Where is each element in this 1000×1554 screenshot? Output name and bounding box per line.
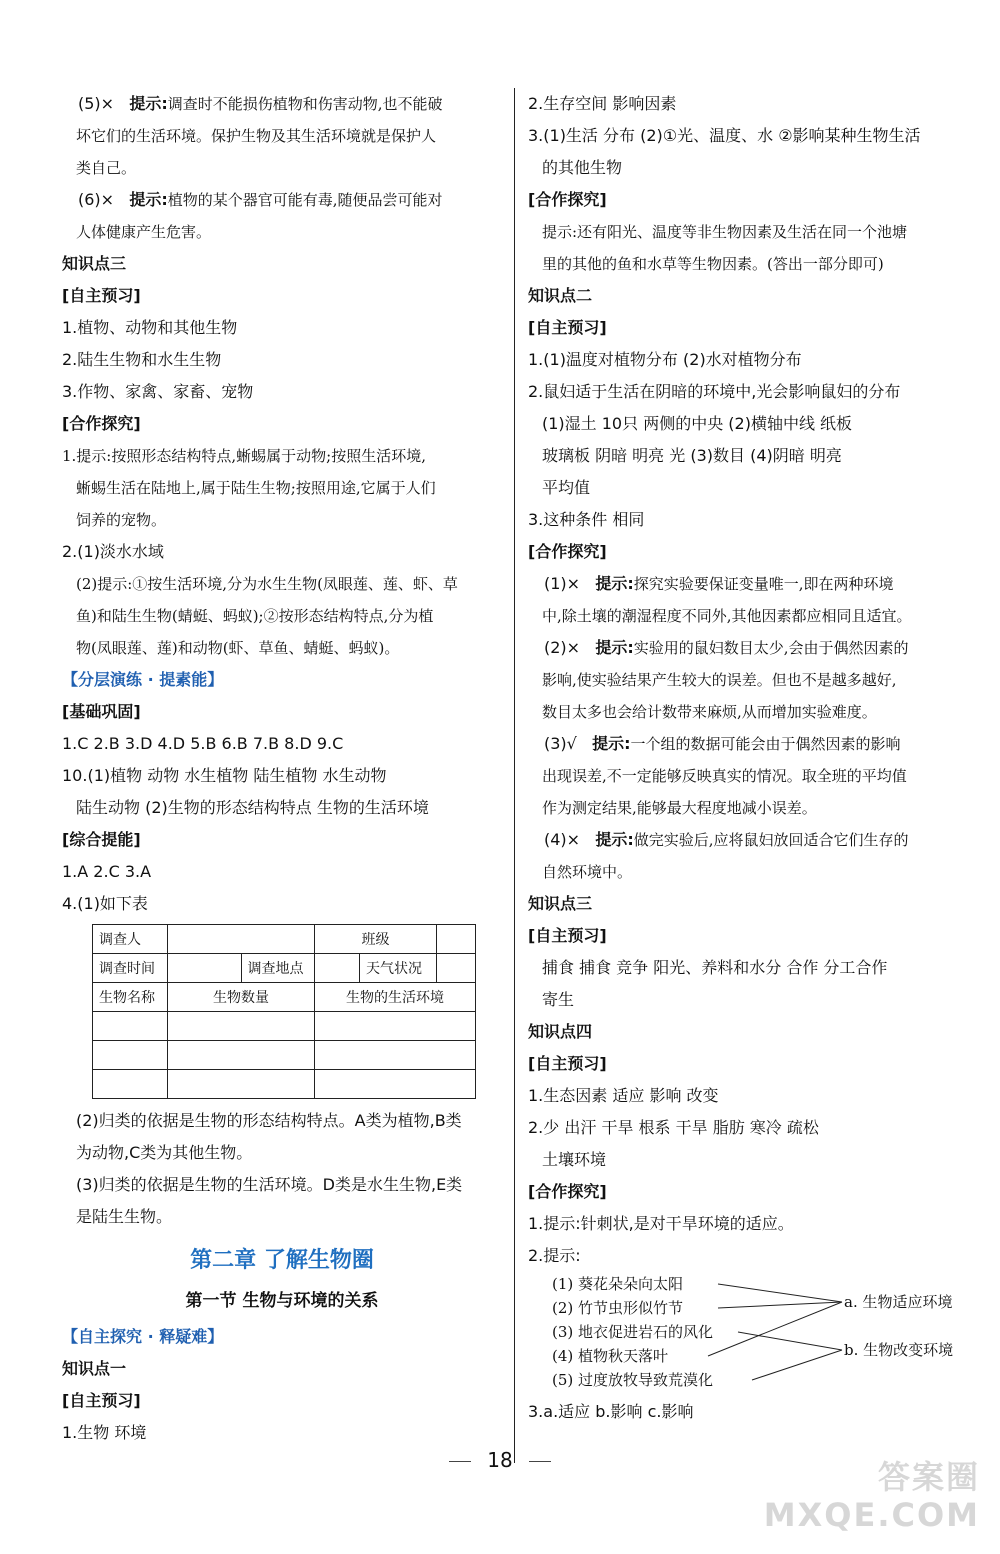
mark: (3)√ bbox=[544, 734, 577, 753]
answer-line: 鱼)和陆生生物(蜻蜓、蚂蚁);②按形态结构特点,分为植 bbox=[76, 607, 434, 625]
answer-line: 捕食 捕食 竞争 阳光、养料和水分 合作 分工合作 bbox=[542, 958, 888, 977]
answer-line: 2.(1)淡水水域 bbox=[62, 542, 164, 561]
page-number-dash bbox=[449, 1461, 471, 1462]
hint-text: 一个组的数据可能会由于偶然因素的影响 bbox=[630, 735, 901, 753]
left-column bbox=[62, 88, 502, 1449]
column-divider bbox=[514, 88, 515, 1463]
hint-2 bbox=[528, 632, 976, 664]
hint-text: 类自己。 bbox=[76, 159, 137, 177]
hint-text: 坏它们的生活环境。保护生物及其生活环境就是保护人 bbox=[76, 127, 437, 145]
right-column bbox=[528, 88, 976, 1428]
hint-text: 出现误差,不一定能够反映真实的情况。取全班的平均值 bbox=[542, 767, 907, 785]
preview-item: 1.植物、动物和其他生物 bbox=[62, 318, 238, 337]
survey-table bbox=[92, 924, 476, 1099]
cooperation-heading: [合作探究] bbox=[62, 414, 141, 433]
match-line bbox=[752, 1350, 842, 1380]
answer-line: 2.提示: bbox=[528, 1246, 581, 1265]
mark: (4)× bbox=[544, 830, 581, 849]
table-cell: 班级 bbox=[315, 925, 437, 954]
answer-line: 2.生存空间 影响因素 bbox=[528, 94, 677, 113]
diagram-category: a. 生物适应环境 bbox=[844, 1293, 953, 1311]
answer-line: (3)归类的依据是生物的生活环境。D类是水生生物,E类 bbox=[76, 1175, 463, 1194]
mark: (5)× bbox=[78, 94, 115, 113]
answer-line: 3.(1)生活 分布 (2)①光、温度、水 ②影响某种生物生活 bbox=[528, 126, 921, 145]
page-number-value: 18 bbox=[487, 1448, 513, 1472]
hint-label: 提示: bbox=[595, 830, 634, 849]
hint-text: 探究实验要保证变量唯一,即在两种环境 bbox=[633, 575, 894, 593]
diagram-item: (5) 过度放牧导致荒漠化 bbox=[552, 1371, 714, 1389]
watermark bbox=[764, 1458, 980, 1534]
table-cell: 调查地点 bbox=[241, 954, 315, 983]
answer-line: 1.生物 环境 bbox=[62, 1423, 147, 1442]
cooperation-heading: [合作探究] bbox=[528, 190, 607, 209]
table-row bbox=[93, 1012, 476, 1041]
answer-line: 3.这种条件 相同 bbox=[528, 510, 645, 529]
knowledge-point-title: 知识点四 bbox=[528, 1022, 593, 1041]
cooperation-heading: [合作探究] bbox=[528, 542, 607, 561]
hint-text: 实验用的鼠妇数目太少,会由于偶然因素的 bbox=[633, 639, 909, 657]
diagram-item: (2) 竹节虫形似竹节 bbox=[552, 1299, 684, 1317]
table-cell: 生物数量 bbox=[168, 983, 315, 1012]
hint-text: 做完实验后,应将鼠妇放回适合它们生存的 bbox=[633, 831, 909, 849]
answer-line: 的其他生物 bbox=[542, 158, 623, 177]
hint-text: 植物的某个器官可能有毒,随便品尝可能对 bbox=[167, 191, 443, 209]
matching-diagram bbox=[542, 1272, 976, 1396]
hint-text: 中,除土壤的潮湿程度不同外,其他因素都应相同且适宜。 bbox=[542, 607, 912, 625]
knowledge-point-title: 知识点三 bbox=[528, 894, 593, 913]
answer-line: 10.(1)植物 动物 水生植物 陆生植物 水生动物 bbox=[62, 766, 387, 785]
watermark-logo-text: 答案圈 bbox=[877, 1458, 980, 1496]
hint-6 bbox=[62, 184, 502, 216]
answer-line: 1.提示:按照形态结构特点,蜥蜴属于动物;按照生活环境, bbox=[62, 447, 426, 465]
knowledge-point-title: 知识点二 bbox=[528, 286, 593, 305]
watermark-url: MXQE.COM bbox=[763, 1496, 980, 1534]
match-line bbox=[708, 1302, 842, 1356]
answer-line: 1.C 2.B 3.D 4.D 5.B 6.B 7.B 8.D 9.C bbox=[62, 734, 344, 753]
answer-line: (2)归类的依据是生物的形态结构特点。A类为植物,B类 bbox=[76, 1111, 462, 1130]
answer-line: 1.生态因素 适应 影响 改变 bbox=[528, 1086, 719, 1105]
answer-line: 1.(1)温度对植物分布 (2)水对植物分布 bbox=[528, 350, 802, 369]
hint-text: 作为测定结果,能够最大程度地减小误差。 bbox=[542, 799, 817, 817]
section-title: 第一节 生物与环境的关系 bbox=[185, 1291, 379, 1311]
hint-label: 提示: bbox=[595, 574, 634, 593]
hint-1 bbox=[528, 568, 976, 600]
answer-line: 是陆生生物。 bbox=[76, 1207, 173, 1226]
table-cell bbox=[437, 925, 476, 954]
answer-line: 平均值 bbox=[542, 478, 591, 497]
table-row bbox=[93, 1070, 476, 1099]
page-number-dash bbox=[529, 1461, 551, 1462]
section-heading: 【自主探究 · 释疑难】 bbox=[62, 1327, 224, 1346]
answer-line: 蜥蜴生活在陆地上,属于陆生生物;按照用途,它属于人们 bbox=[76, 479, 436, 497]
answer-line: 提示:还有阳光、温度等非生物因素及生活在同一个池塘 bbox=[542, 223, 908, 241]
mark: (1)× bbox=[544, 574, 581, 593]
answer-line: 玻璃板 阴暗 明亮 光 (3)数目 (4)阴暗 明亮 bbox=[542, 446, 842, 465]
hint-3 bbox=[528, 728, 976, 760]
answer-line: 寄生 bbox=[542, 990, 575, 1009]
table-row bbox=[93, 1041, 476, 1070]
mark: (6)× bbox=[78, 190, 115, 209]
hint-text: 人体健康产生危害。 bbox=[76, 223, 212, 241]
diagram-item: (3) 地衣促进岩石的风化 bbox=[552, 1323, 714, 1341]
cooperation-heading: [合作探究] bbox=[528, 1182, 607, 1201]
table-row bbox=[93, 925, 476, 954]
answer-line: (1)湿土 10只 两侧的中央 (2)横轴中线 纸板 bbox=[542, 414, 853, 433]
hint-text: 调查时不能损伤植物和伤害动物,也不能破 bbox=[167, 95, 443, 113]
table-cell bbox=[315, 954, 360, 983]
table-cell: 生物名称 bbox=[93, 983, 168, 1012]
answer-line: 2.少 出汗 干旱 根系 干旱 脂肪 寒冷 疏松 bbox=[528, 1118, 819, 1137]
hint-4 bbox=[528, 824, 976, 856]
answer-line: 3.a.适应 b.影响 c.影响 bbox=[528, 1402, 694, 1421]
preview-heading: [自主预习] bbox=[528, 318, 607, 337]
preview-heading: [自主预习] bbox=[528, 926, 607, 945]
knowledge-point-title: 知识点三 bbox=[62, 254, 127, 273]
hint-label: 提示: bbox=[129, 94, 168, 113]
knowledge-point-title: 知识点一 bbox=[62, 1359, 127, 1378]
answer-line: 为动物,C类为其他生物。 bbox=[76, 1143, 253, 1162]
table-cell: 生物的生活环境 bbox=[315, 983, 476, 1012]
table-row bbox=[93, 983, 476, 1012]
hint-label: 提示: bbox=[595, 638, 634, 657]
answer-line: 土壤环境 bbox=[542, 1150, 607, 1169]
match-line bbox=[718, 1302, 842, 1308]
diagram-category: b. 生物改变环境 bbox=[844, 1341, 954, 1359]
diagram-item: (4) 植物秋天落叶 bbox=[552, 1347, 669, 1365]
hint-text: 数目太多也会给计数带来麻烦,从而增加实验难度。 bbox=[542, 703, 877, 721]
mark: (2)× bbox=[544, 638, 581, 657]
answer-line: 1.提示:针刺状,是对干旱环境的适应。 bbox=[528, 1214, 794, 1233]
answer-line: 4.(1)如下表 bbox=[62, 894, 148, 913]
answer-line: 2.鼠妇适于生活在阴暗的环境中,光会影响鼠妇的分布 bbox=[528, 382, 901, 401]
table-cell bbox=[168, 925, 315, 954]
table-row bbox=[93, 954, 476, 983]
match-line bbox=[718, 1284, 842, 1302]
hint-label: 提示: bbox=[592, 734, 631, 753]
preview-item: 2.陆生生物和水生生物 bbox=[62, 350, 222, 369]
chapter-title: 第二章 了解生物圈 bbox=[190, 1248, 374, 1273]
answer-line: 物(凤眼莲、莲)和动物(虾、草鱼、蜻蜓、蚂蚁)。 bbox=[76, 639, 400, 657]
answer-line: 陆生动物 (2)生物的形态结构特点 生物的生活环境 bbox=[76, 798, 429, 817]
preview-heading: [自主预习] bbox=[62, 286, 141, 305]
answer-line: 1.A 2.C 3.A bbox=[62, 862, 152, 881]
comprehensive-heading: [综合提能] bbox=[62, 830, 141, 849]
table-cell: 调查时间 bbox=[93, 954, 168, 983]
section-heading: 【分层演练 · 提素能】 bbox=[62, 670, 224, 689]
hint-text: 自然环境中。 bbox=[542, 863, 633, 881]
answer-line: (2)提示:①按生活环境,分为水生生物(凤眼莲、莲、虾、草 bbox=[76, 575, 458, 593]
answer-line: 饲养的宠物。 bbox=[76, 511, 167, 529]
hint-label: 提示: bbox=[129, 190, 168, 209]
table-cell bbox=[437, 954, 476, 983]
hint-5 bbox=[62, 88, 502, 120]
table-cell: 调查人 bbox=[93, 925, 168, 954]
answer-line: 里的其他的鱼和水草等生物因素。(答出一部分即可) bbox=[542, 255, 884, 273]
preview-item: 3.作物、家禽、家畜、宠物 bbox=[62, 382, 254, 401]
table-cell: 天气状况 bbox=[360, 954, 437, 983]
match-line bbox=[738, 1332, 842, 1350]
diagram-item: (1) 葵花朵朵向太阳 bbox=[552, 1275, 684, 1293]
basic-heading: [基础巩固] bbox=[62, 702, 141, 721]
preview-heading: [自主预习] bbox=[528, 1054, 607, 1073]
preview-heading: [自主预习] bbox=[62, 1391, 141, 1410]
hint-text: 影响,使实验结果产生较大的误差。但也不是越多越好, bbox=[542, 671, 897, 689]
table-cell bbox=[168, 954, 242, 983]
